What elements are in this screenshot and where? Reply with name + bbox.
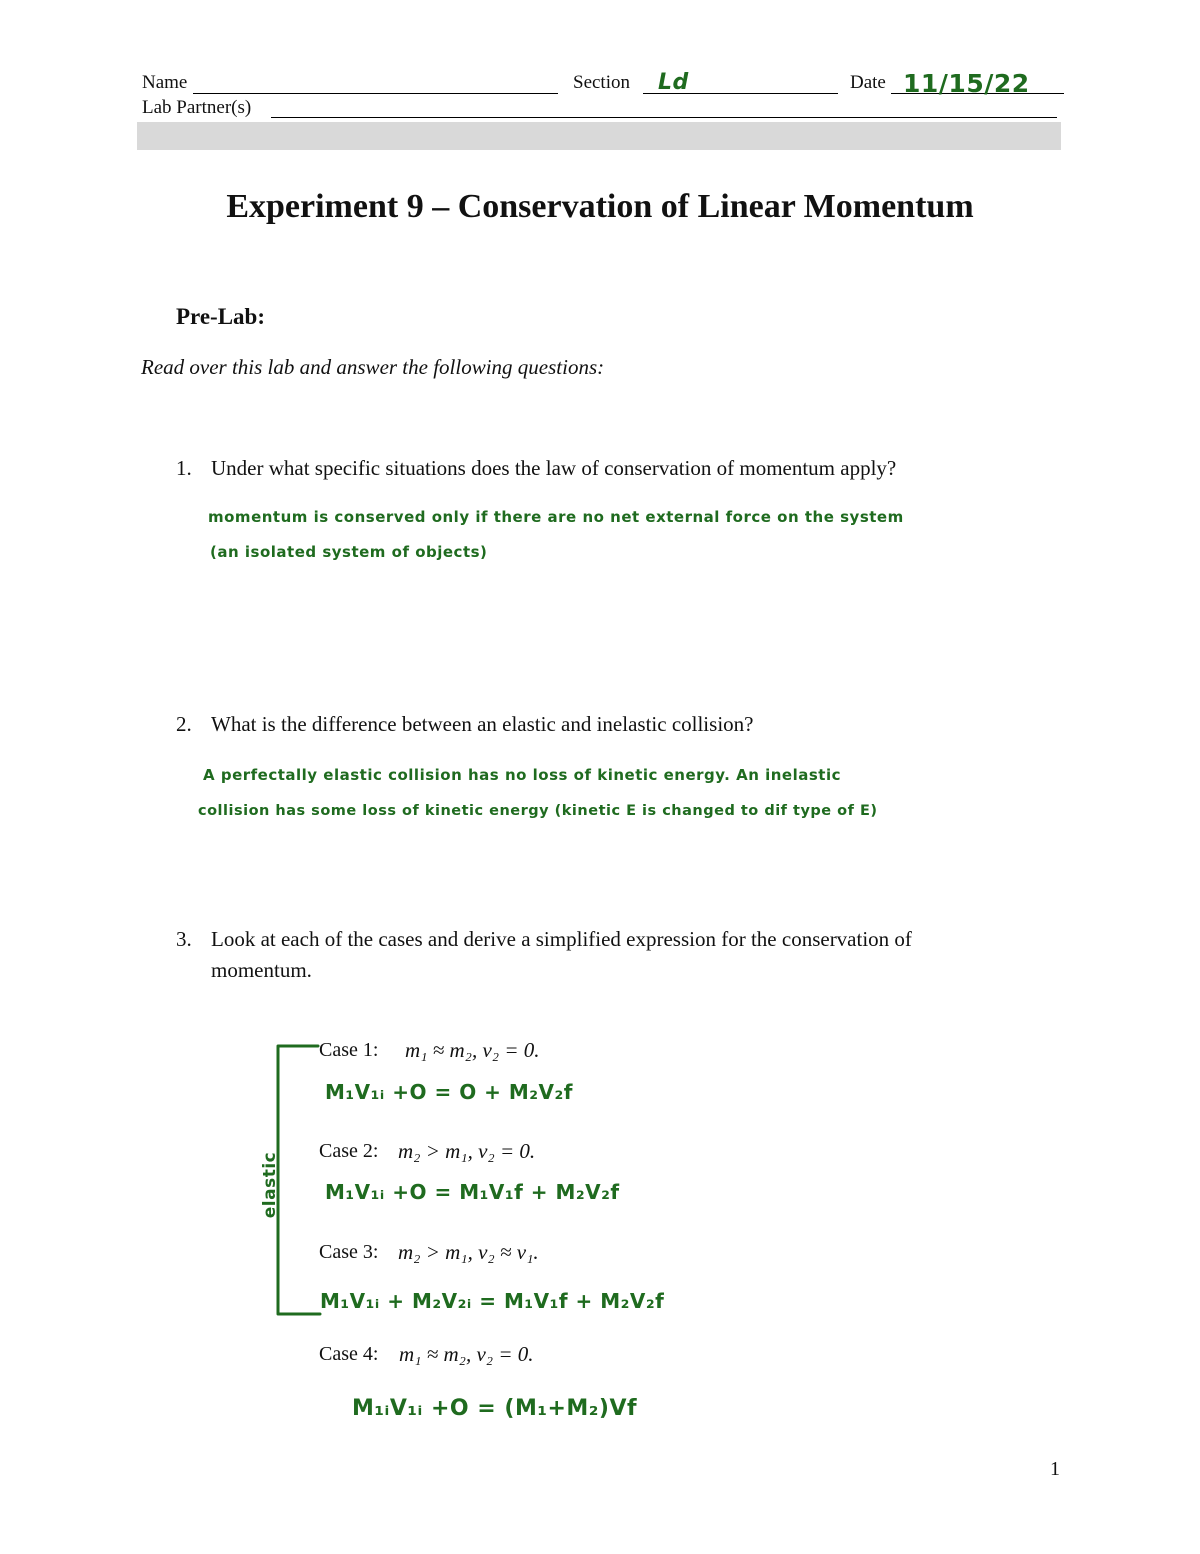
case-1-label: Case 1: xyxy=(319,1039,379,1061)
case-4-answer: M₁ᵢV₁ᵢ +O = (M₁+M₂)Vf xyxy=(352,1396,638,1421)
answer-2-line-1: A perfectally elastic collision has no loss of kinetic energy. An inelastic xyxy=(203,766,842,784)
section-value: Ld xyxy=(658,70,689,95)
case-2-label: Case 2: xyxy=(319,1140,379,1162)
case-2-condition: m₂ > m₁, v₂ = 0. xyxy=(398,1139,536,1163)
case-3-condition: m₂ > m₁, v₂ ≈ v₁. xyxy=(398,1240,539,1264)
lab-partner-field[interactable] xyxy=(271,117,1057,118)
case-2-answer: M₁V₁ᵢ +O = M₁V₁f + M₂V₂f xyxy=(325,1180,620,1204)
page-title: Experiment 9 – Conservation of Linear Momentum xyxy=(226,188,974,225)
case-4-label: Case 4: xyxy=(319,1343,379,1365)
page-number: 1 xyxy=(1050,1458,1060,1480)
elastic-bracket-label: elastic xyxy=(260,1151,281,1219)
section-label: Section xyxy=(573,72,630,93)
prelab-heading: Pre-Lab: xyxy=(176,304,266,329)
question-3-text-line-2: momentum. xyxy=(211,958,312,982)
header-bar xyxy=(137,122,1061,150)
case-1-condition: m₁ ≈ m₂, v₂ = 0. xyxy=(405,1038,540,1062)
case-3-answer: M₁V₁ᵢ + M₂V₂ᵢ = M₁V₁f + M₂V₂f xyxy=(320,1289,665,1313)
case-3-label: Case 3: xyxy=(319,1241,379,1263)
name-field[interactable] xyxy=(193,93,558,94)
question-1-number: 1. xyxy=(176,456,192,480)
question-1-text: Under what specific situations does the law of conservation of momentum apply? xyxy=(211,456,897,480)
case-1-answer: M₁V₁ᵢ +O = O + M₂V₂f xyxy=(325,1080,573,1104)
question-3-text-line-1: Look at each of the cases and derive a simplified expression for the conservation of xyxy=(211,927,912,951)
lab-partner-label: Lab Partner(s) xyxy=(142,97,252,118)
name-label: Name xyxy=(142,72,188,93)
question-2-number: 2. xyxy=(176,712,192,736)
question-2-text: What is the difference between an elastic and inelastic collision? xyxy=(211,712,754,736)
answer-1-line-2: (an isolated system of objects) xyxy=(210,543,488,561)
answer-2-line-2: collision has some loss of kinetic energy (kinetic E is changed to dif type of E) xyxy=(198,803,878,819)
question-3-number: 3. xyxy=(176,927,192,951)
date-value: 11/15/22 xyxy=(903,69,1030,98)
case-4-condition: m₁ ≈ m₂, v₂ = 0. xyxy=(399,1342,534,1366)
prelab-instructions: Read over this lab and answer the following questions: xyxy=(141,355,605,379)
answer-1-line-1: momentum is conserved only if there are no net external force on the system xyxy=(208,508,904,526)
date-label: Date xyxy=(850,72,886,93)
